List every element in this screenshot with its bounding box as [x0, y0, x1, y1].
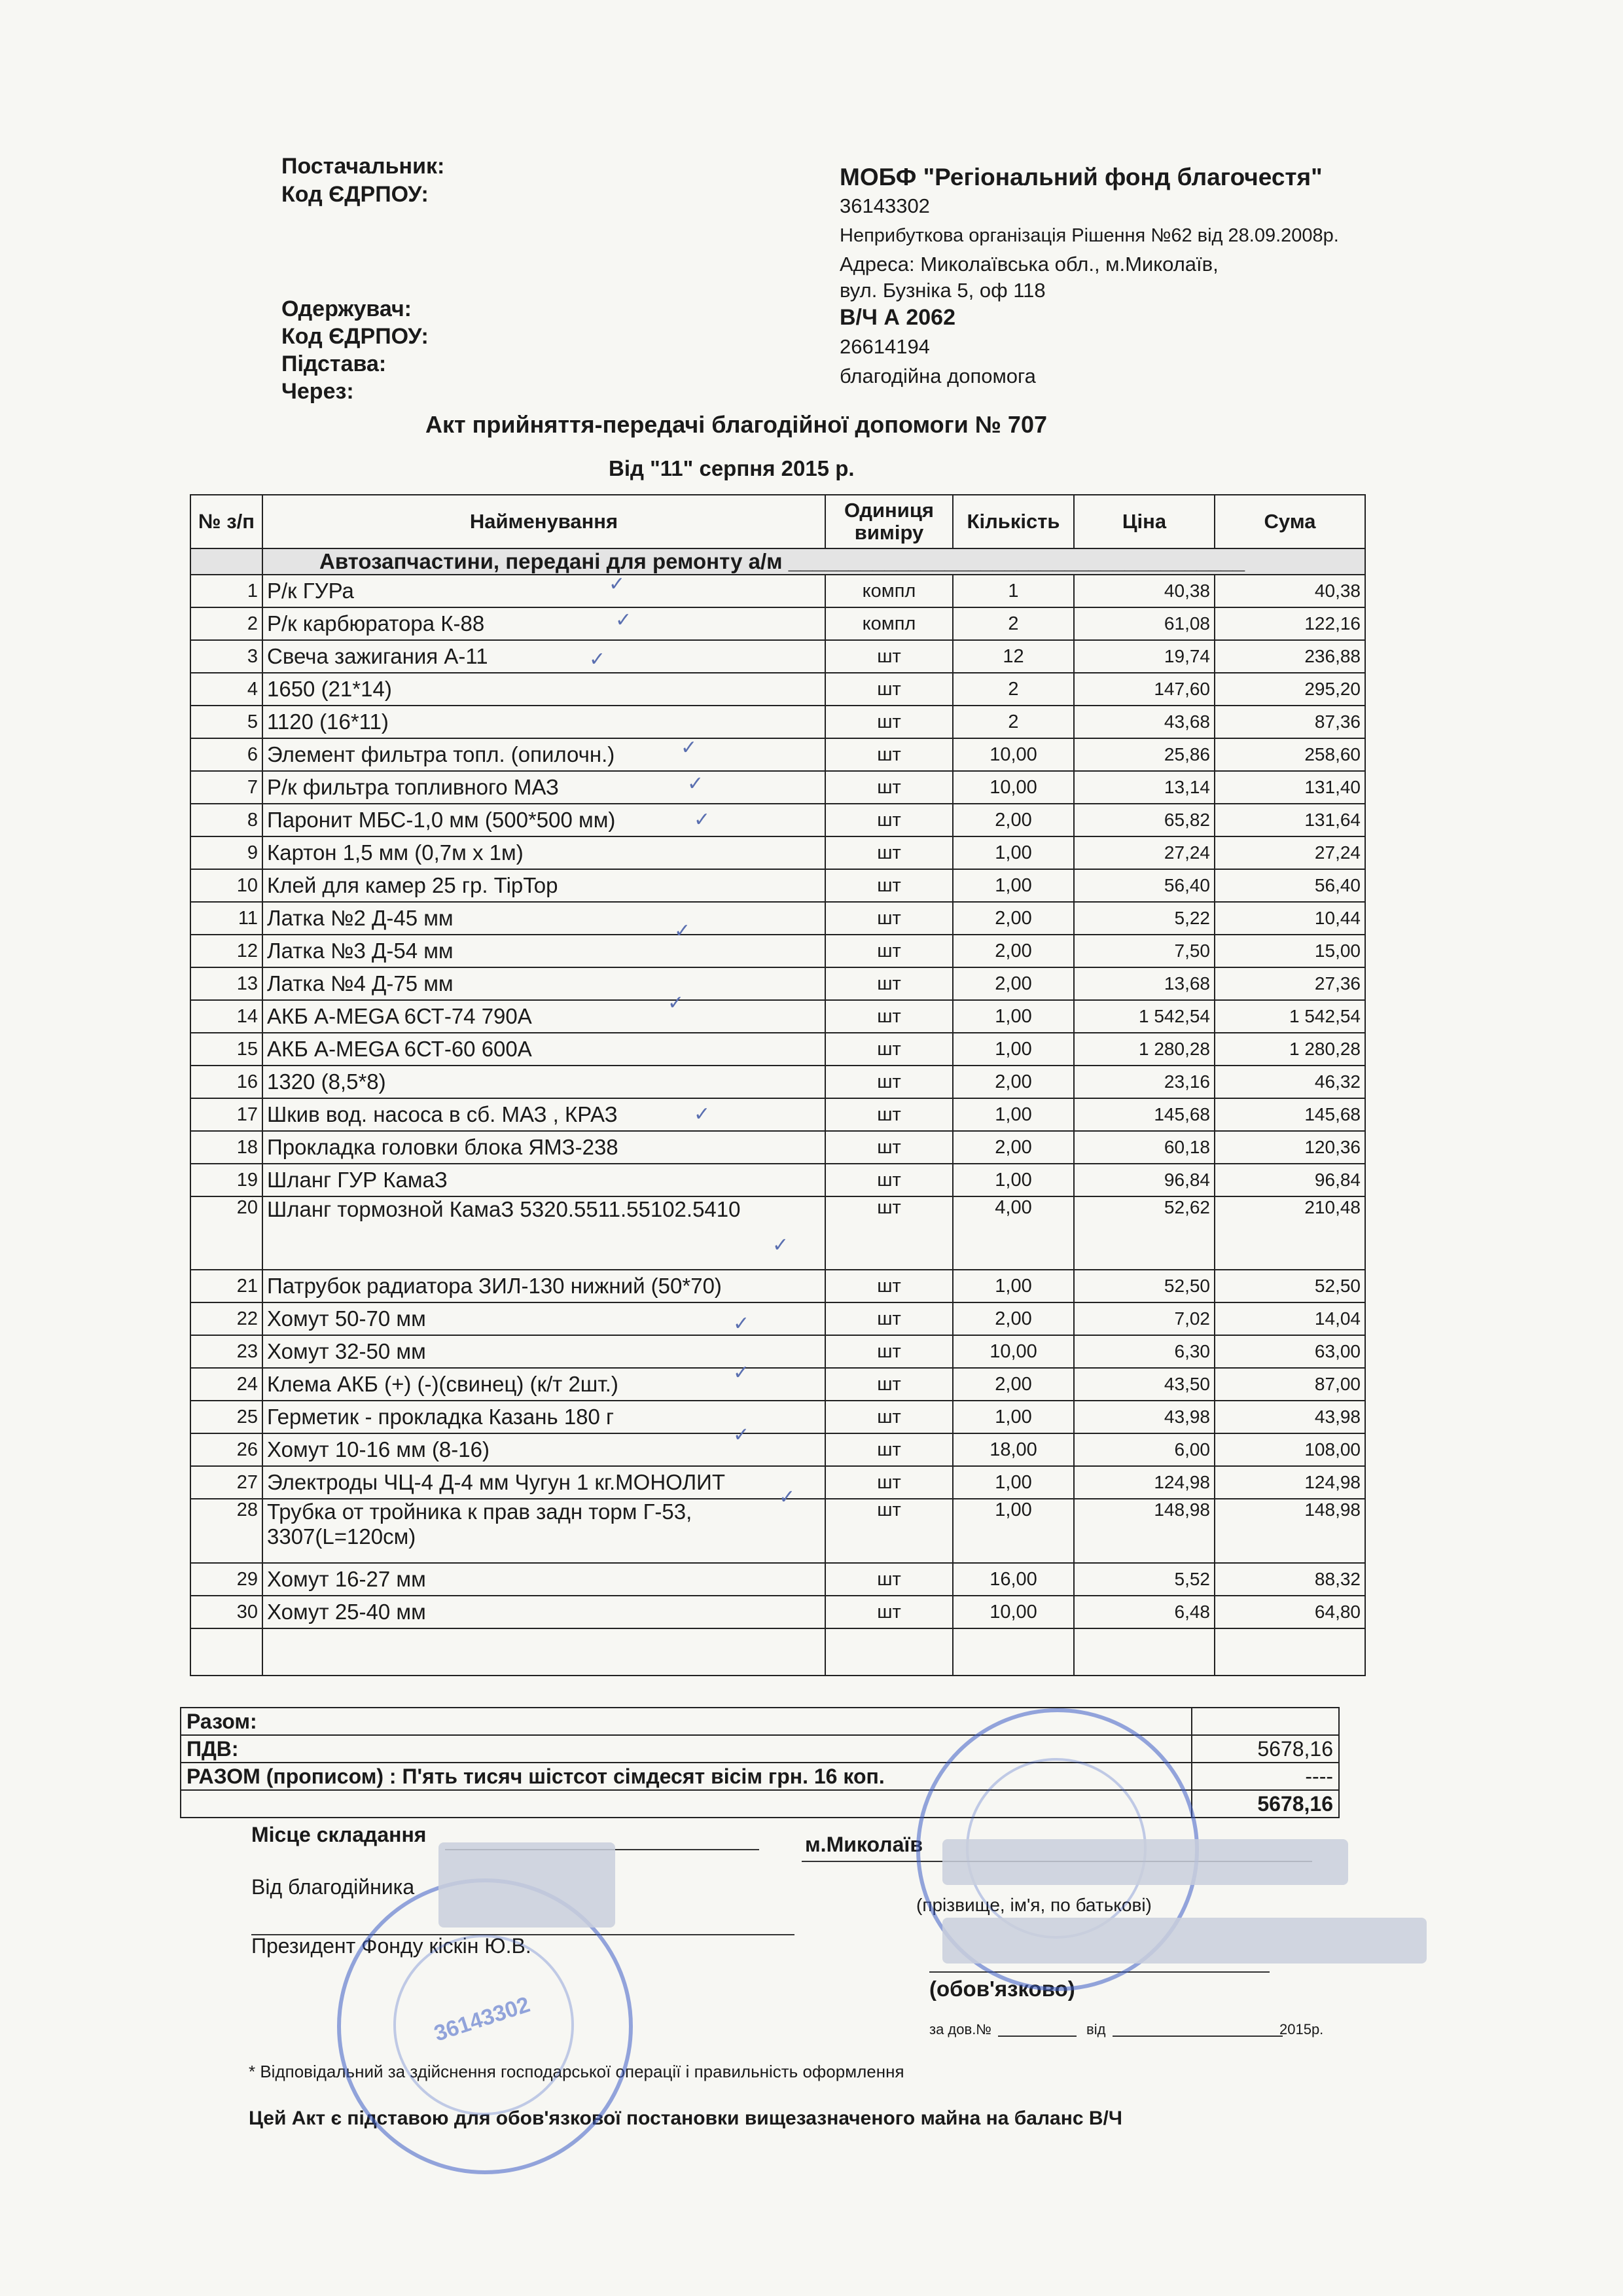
row-unit: шт — [825, 836, 953, 869]
supplier-code-label: Код ЄДРПОУ: — [281, 182, 429, 207]
row-qty: 1,00 — [953, 1098, 1074, 1131]
place-label: Місце складання — [251, 1823, 427, 1846]
row-sum: 40,38 — [1215, 575, 1365, 607]
row-qty: 2 — [953, 607, 1074, 640]
row-qty: 10,00 — [953, 1596, 1074, 1628]
row-name: Элемент фильтра топл. (опилочн.) — [262, 738, 825, 771]
row-price: 13,14 — [1074, 771, 1215, 804]
row-num: 25 — [190, 1401, 262, 1433]
table-row — [190, 1000, 1365, 1033]
row-qty: 1 — [953, 575, 1074, 607]
recipient-name: В/Ч А 2062 — [840, 305, 955, 330]
row-unit: шт — [825, 967, 953, 1000]
row-sum: 1 542,54 — [1215, 1000, 1365, 1033]
check-mark-icon: ✓ — [687, 773, 704, 795]
table-header-row — [190, 495, 1365, 548]
row-qty: 2,00 — [953, 1302, 1074, 1335]
row-qty: 18,00 — [953, 1433, 1074, 1466]
row-name: 1120 (16*11) — [262, 706, 825, 738]
supplier-label: Постачальник: — [281, 154, 445, 179]
row-sum: 108,00 — [1215, 1433, 1365, 1466]
total-in-words: РАЗОМ (прописом) : П'ять тисяч шістсот сімдесят вісім грн. 16 коп. — [181, 1763, 1192, 1790]
total-value: 5678,16 — [1192, 1790, 1339, 1818]
row-unit: шт — [825, 771, 953, 804]
supplier-code: 36143302 — [840, 194, 930, 217]
row-sum: 131,64 — [1215, 804, 1365, 836]
table-row — [190, 1596, 1365, 1628]
row-qty: 2 — [953, 706, 1074, 738]
row-qty: 2,00 — [953, 804, 1074, 836]
row-qty: 1,00 — [953, 1499, 1074, 1563]
row-num: 9 — [190, 836, 262, 869]
place-value: м.Миколаїв — [805, 1833, 923, 1856]
table-row — [190, 738, 1365, 771]
table-row — [190, 1433, 1365, 1466]
check-mark-icon: ✓ — [733, 1313, 750, 1335]
redaction-block — [942, 1918, 1427, 1964]
row-name: Р/к фильтра топливного МАЗ — [262, 771, 825, 804]
row-unit: шт — [825, 869, 953, 902]
row-sum: 295,20 — [1215, 673, 1365, 706]
row-qty: 1,00 — [953, 1466, 1074, 1499]
row-num: 24 — [190, 1368, 262, 1401]
row-sum: 46,32 — [1215, 1066, 1365, 1098]
col-header-sum: Сума — [1215, 495, 1365, 548]
check-mark-icon: ✓ — [694, 809, 711, 831]
row-sum: 56,40 — [1215, 869, 1365, 902]
row-name: Трубка от тройника к прав задн торм Г-53, — [267, 1499, 692, 1524]
row-price: 148,98 — [1074, 1499, 1215, 1563]
row-name: 1320 (8,5*8) — [262, 1066, 825, 1098]
table-row — [190, 1066, 1365, 1098]
row-unit: шт — [825, 1033, 953, 1066]
row-price: 145,68 — [1074, 1098, 1215, 1131]
responsible-note: * Відповідальний за здійснення господарської операції і правильність оформлення — [249, 2062, 904, 2081]
row-num: 12 — [190, 935, 262, 967]
row-name: Латка №2 Д-45 мм — [262, 902, 825, 935]
row-num: 17 — [190, 1098, 262, 1131]
col-header-unit: Одиниця виміру — [825, 495, 953, 548]
empty-cell — [1215, 1628, 1365, 1676]
section-row — [190, 548, 1365, 575]
row-qty: 4,00 — [953, 1196, 1074, 1270]
row-name: Хомут 32-50 мм — [262, 1335, 825, 1368]
empty-cell — [953, 1628, 1074, 1676]
from-donor-label: Від благодійника — [251, 1875, 415, 1899]
check-mark-icon: ✓ — [733, 1362, 750, 1384]
row-unit: шт — [825, 1066, 953, 1098]
row-num: 8 — [190, 804, 262, 836]
row-qty: 12 — [953, 640, 1074, 673]
row-unit: шт — [825, 935, 953, 967]
row-name: Хомут 10-16 мм (8-16) — [262, 1433, 825, 1466]
row-price: 40,38 — [1074, 575, 1215, 607]
table-row — [190, 1302, 1365, 1335]
row-num: 5 — [190, 706, 262, 738]
col-header-qty: Кількість — [953, 495, 1074, 548]
row-price: 52,62 — [1074, 1196, 1215, 1270]
row-sum: 10,44 — [1215, 902, 1365, 935]
row-sum: 87,00 — [1215, 1368, 1365, 1401]
table-row — [190, 640, 1365, 673]
row-price: 56,40 — [1074, 869, 1215, 902]
row-sum: 14,04 — [1215, 1302, 1365, 1335]
table-row — [190, 673, 1365, 706]
check-mark-icon: ✓ — [668, 992, 685, 1014]
row-sum: 131,40 — [1215, 771, 1365, 804]
row-qty: 2,00 — [953, 902, 1074, 935]
row-unit: шт — [825, 1098, 953, 1131]
row-price: 23,16 — [1074, 1066, 1215, 1098]
row-qty: 16,00 — [953, 1563, 1074, 1596]
row-unit: шт — [825, 1433, 953, 1466]
check-mark-icon: ✓ — [694, 1103, 711, 1125]
row-price: 1 542,54 — [1074, 1000, 1215, 1033]
check-mark-icon: ✓ — [779, 1486, 796, 1508]
row-sum: 96,84 — [1215, 1164, 1365, 1196]
row-price: 5,52 — [1074, 1563, 1215, 1596]
row-unit: компл — [825, 607, 953, 640]
row-price: 43,98 — [1074, 1401, 1215, 1433]
row-qty: 2,00 — [953, 967, 1074, 1000]
row-unit: шт — [825, 1563, 953, 1596]
recipient-code: 26614194 — [840, 335, 930, 358]
table-row — [190, 607, 1365, 640]
row-qty: 1,00 — [953, 1000, 1074, 1033]
row-price: 61,08 — [1074, 607, 1215, 640]
subtotal-row — [181, 1708, 1339, 1735]
row-unit: шт — [825, 1596, 953, 1628]
row-name: Герметик - прокладка Казань 180 г — [262, 1401, 825, 1433]
row-price: 5,22 — [1074, 902, 1215, 935]
table-row — [190, 902, 1365, 935]
recipient-code-label: Код ЄДРПОУ: — [281, 324, 429, 349]
row-num: 11 — [190, 902, 262, 935]
row-sum: 43,98 — [1215, 1401, 1365, 1433]
row-sum: 64,80 — [1215, 1596, 1365, 1628]
row-unit: шт — [825, 640, 953, 673]
row-unit: шт — [825, 1000, 953, 1033]
row-num: 6 — [190, 738, 262, 771]
act-date: Від "11" серпня 2015 р. — [609, 456, 855, 480]
empty-cell — [825, 1628, 953, 1676]
row-num: 7 — [190, 771, 262, 804]
row-sum: 258,60 — [1215, 738, 1365, 771]
basis-label: Підстава: — [281, 351, 387, 376]
empty-cell — [1074, 1628, 1215, 1676]
vat-value: ---- — [1192, 1763, 1339, 1790]
row-sum: 27,36 — [1215, 967, 1365, 1000]
table-row — [190, 1098, 1365, 1131]
row-qty: 2 — [953, 673, 1074, 706]
section-spacer — [190, 548, 262, 575]
row-name: Шланг тормозной КамаЗ 5320.5511.55102.5410 — [262, 1196, 825, 1270]
row-num: 23 — [190, 1335, 262, 1368]
row-price: 124,98 — [1074, 1466, 1215, 1499]
table-row — [190, 869, 1365, 902]
row-qty: 1,00 — [953, 1270, 1074, 1302]
row-sum: 88,32 — [1215, 1563, 1365, 1596]
row-name: Латка №3 Д-54 мм — [262, 935, 825, 967]
col-header-num: № з/п — [190, 495, 262, 548]
row-unit: шт — [825, 1164, 953, 1196]
basis-note: Цей Акт є підставою для обов'язкової постановки вищезазначеного майна на баланс В/Ч — [249, 2108, 1122, 2129]
row-num: 29 — [190, 1563, 262, 1596]
president-line: Президент Фонду кіскін Ю.В. — [251, 1934, 531, 1958]
table-row — [190, 1368, 1365, 1401]
row-price: 60,18 — [1074, 1131, 1215, 1164]
year-label: 2015р. — [1279, 2021, 1324, 2037]
row-price: 6,30 — [1074, 1335, 1215, 1368]
row-name: Хомут 50-70 мм — [262, 1302, 825, 1335]
row-unit: шт — [825, 902, 953, 935]
table-row — [190, 1196, 1365, 1270]
date-line — [1113, 2036, 1283, 2037]
redaction-block — [438, 1842, 615, 1928]
table-row — [190, 575, 1365, 607]
table-row — [190, 771, 1365, 804]
row-name-cell — [262, 1499, 825, 1563]
row-unit: компл — [825, 575, 953, 607]
recipient-label: Одержувач: — [281, 296, 412, 321]
check-mark-icon: ✓ — [609, 573, 626, 595]
row-name: 1650 (21*14) — [262, 673, 825, 706]
row-name: Шланг ГУР КамаЗ — [262, 1164, 825, 1196]
empty-cell — [262, 1628, 825, 1676]
row-unit: шт — [825, 1401, 953, 1433]
row-num: 15 — [190, 1033, 262, 1066]
row-name: Р/к ГУРа — [262, 575, 825, 607]
table-row — [190, 804, 1365, 836]
row-num: 28 — [190, 1499, 262, 1563]
row-name: Шкив вод. насоса в сб. МАЗ , КРАЗ — [262, 1098, 825, 1131]
row-qty: 2,00 — [953, 1066, 1074, 1098]
row-num: 30 — [190, 1596, 262, 1628]
row-qty: 10,00 — [953, 771, 1074, 804]
row-name: Свеча зажигания А-11 — [262, 640, 825, 673]
row-sum: 1 280,28 — [1215, 1033, 1365, 1066]
row-qty: 2,00 — [953, 935, 1074, 967]
row-sum: 52,50 — [1215, 1270, 1365, 1302]
col-header-name: Найменування — [262, 495, 825, 548]
table-row — [190, 836, 1365, 869]
row-sum: 15,00 — [1215, 935, 1365, 967]
power-of-attorney-label: за дов.№ — [929, 2021, 991, 2037]
check-mark-icon: ✓ — [733, 1424, 750, 1446]
row-num: 27 — [190, 1466, 262, 1499]
row-price: 1 280,28 — [1074, 1033, 1215, 1066]
row-price: 19,74 — [1074, 640, 1215, 673]
row-name: Паронит МБС-1,0 мм (500*500 мм) — [262, 804, 825, 836]
row-qty: 1,00 — [953, 836, 1074, 869]
row-price: 25,86 — [1074, 738, 1215, 771]
row-name: Электроды ЧЦ-4 Д-4 мм Чугун 1 кг.МОНОЛИТ — [262, 1466, 825, 1499]
row-sum: 87,36 — [1215, 706, 1365, 738]
row-unit: шт — [825, 1335, 953, 1368]
row-unit: шт — [825, 1196, 953, 1270]
row-price: 65,82 — [1074, 804, 1215, 836]
row-name: Хомут 16-27 мм — [262, 1563, 825, 1596]
table-row — [190, 1131, 1365, 1164]
row-qty: 2,00 — [953, 1368, 1074, 1401]
poa-line — [998, 2036, 1077, 2037]
row-sum: 148,98 — [1215, 1499, 1365, 1563]
row-name: АКБ A-MEGA 6СТ-60 600А — [262, 1033, 825, 1066]
row-sum: 236,88 — [1215, 640, 1365, 673]
table-row — [190, 1164, 1365, 1196]
row-unit: шт — [825, 738, 953, 771]
row-sum: 27,24 — [1215, 836, 1365, 869]
row-unit: шт — [825, 1270, 953, 1302]
row-unit: шт — [825, 673, 953, 706]
section-title-text: Автозапчастини, передані для ремонту а/м — [319, 549, 783, 573]
row-qty: 10,00 — [953, 738, 1074, 771]
row-qty: 1,00 — [953, 1033, 1074, 1066]
section-title: Автозапчастини, передані для ремонту а/м ______________________________________ — [262, 548, 1365, 575]
row-sum: 124,98 — [1215, 1466, 1365, 1499]
row-unit: шт — [825, 1131, 953, 1164]
items-table — [190, 494, 1366, 1676]
check-mark-icon: ✓ — [674, 920, 691, 942]
row-qty: 1,00 — [953, 869, 1074, 902]
row-num: 19 — [190, 1164, 262, 1196]
row-sum: 122,16 — [1215, 607, 1365, 640]
row-unit: шт — [825, 1499, 953, 1563]
supplier-note: Неприбуткова організація Рішення №62 від 28.09.2008р. — [840, 225, 1339, 246]
row-price: 27,24 — [1074, 836, 1215, 869]
row-name: Клема АКБ (+) (-)(свинец) (к/т 2шт.) — [262, 1368, 825, 1401]
row-num: 14 — [190, 1000, 262, 1033]
row-sum: 120,36 — [1215, 1131, 1365, 1164]
row-name: Патрубок радиатора ЗИЛ-130 нижний (50*70) — [262, 1270, 825, 1302]
table-row — [190, 967, 1365, 1000]
row-num: 18 — [190, 1131, 262, 1164]
row-unit: шт — [825, 706, 953, 738]
table-row — [190, 1401, 1365, 1433]
table-row — [190, 1466, 1365, 1499]
row-qty: 1,00 — [953, 1401, 1074, 1433]
row-num: 26 — [190, 1433, 262, 1466]
supplier-address-line2: вул. Бузніка 5, оф 118 — [840, 279, 1046, 302]
empty-cell — [190, 1628, 262, 1676]
basis-value: благодійна допомога — [840, 365, 1036, 387]
row-name-line2: 3307(L=120см) — [267, 1524, 416, 1549]
table-row — [190, 706, 1365, 738]
row-num: 20 — [190, 1196, 262, 1270]
table-row — [190, 1563, 1365, 1596]
row-name: Хомут 25-40 мм — [262, 1596, 825, 1628]
row-price: 13,68 — [1074, 967, 1215, 1000]
check-mark-icon: ✓ — [589, 649, 606, 670]
donor-stamp-code: 36143302 — [431, 1992, 533, 2047]
row-price: 6,00 — [1074, 1433, 1215, 1466]
check-mark-icon: ✓ — [772, 1234, 789, 1256]
row-sum: 210,48 — [1215, 1196, 1365, 1270]
row-qty: 2,00 — [953, 1131, 1074, 1164]
vat-label: ПДВ: — [181, 1735, 1192, 1763]
row-num: 10 — [190, 869, 262, 902]
table-row — [190, 1499, 1365, 1563]
row-sum: 63,00 — [1215, 1335, 1365, 1368]
row-num: 2 — [190, 607, 262, 640]
table-row — [190, 1033, 1365, 1066]
row-name: Прокладка головки блока ЯМЗ-238 — [262, 1131, 825, 1164]
row-price: 43,68 — [1074, 706, 1215, 738]
row-num: 22 — [190, 1302, 262, 1335]
table-row — [190, 935, 1365, 967]
vat-amount: 5678,16 — [1192, 1735, 1339, 1763]
row-price: 7,50 — [1074, 935, 1215, 967]
row-price: 52,50 — [1074, 1270, 1215, 1302]
row-unit: шт — [825, 1302, 953, 1335]
row-name: Картон 1,5 мм (0,7м х 1м) — [262, 836, 825, 869]
via-label: Через: — [281, 379, 354, 404]
row-sum: 145,68 — [1215, 1098, 1365, 1131]
row-price: 43,50 — [1074, 1368, 1215, 1401]
supplier-name: МОБФ "Регіональний фонд благочестя" — [840, 164, 1323, 190]
subtotal-label: Разом: — [181, 1708, 1192, 1735]
act-title: Акт прийняття-передачі благодійної допомоги № 707 — [425, 411, 1047, 438]
row-price: 6,48 — [1074, 1596, 1215, 1628]
check-mark-icon: ✓ — [615, 609, 632, 631]
row-unit: шт — [825, 1466, 953, 1499]
from-word: від — [1086, 2021, 1106, 2037]
row-num: 13 — [190, 967, 262, 1000]
table-row — [190, 1335, 1365, 1368]
row-num: 21 — [190, 1270, 262, 1302]
row-num: 1 — [190, 575, 262, 607]
recipient-name-hint: (прізвище, ім'я, по батькові) — [916, 1895, 1152, 1915]
redaction-block — [942, 1839, 1348, 1885]
row-num: 3 — [190, 640, 262, 673]
row-unit: шт — [825, 1368, 953, 1401]
row-num: 16 — [190, 1066, 262, 1098]
mandatory-note: (обов'язково) — [929, 1977, 1075, 2001]
row-price: 7,02 — [1074, 1302, 1215, 1335]
supplier-address-line1: Адреса: Миколаївська обл., м.Миколаїв, — [840, 253, 1219, 276]
check-mark-icon: ✓ — [681, 737, 698, 759]
row-unit: шт — [825, 804, 953, 836]
table-row-empty — [190, 1628, 1365, 1676]
row-name: Латка №4 Д-75 мм — [262, 967, 825, 1000]
row-name: АКБ A-MEGA 6СТ-74 790А — [262, 1000, 825, 1033]
col-header-price: Ціна — [1074, 495, 1215, 548]
row-qty: 10,00 — [953, 1335, 1074, 1368]
row-num: 4 — [190, 673, 262, 706]
row-name: Р/к карбюратора К-88 — [262, 607, 825, 640]
row-price: 147,60 — [1074, 673, 1215, 706]
subtotal-value — [1192, 1708, 1339, 1735]
row-name: Клей для камер 25 гр. TipTop — [262, 869, 825, 902]
row-price: 96,84 — [1074, 1164, 1215, 1196]
row-qty: 1,00 — [953, 1164, 1074, 1196]
table-row — [190, 1270, 1365, 1302]
